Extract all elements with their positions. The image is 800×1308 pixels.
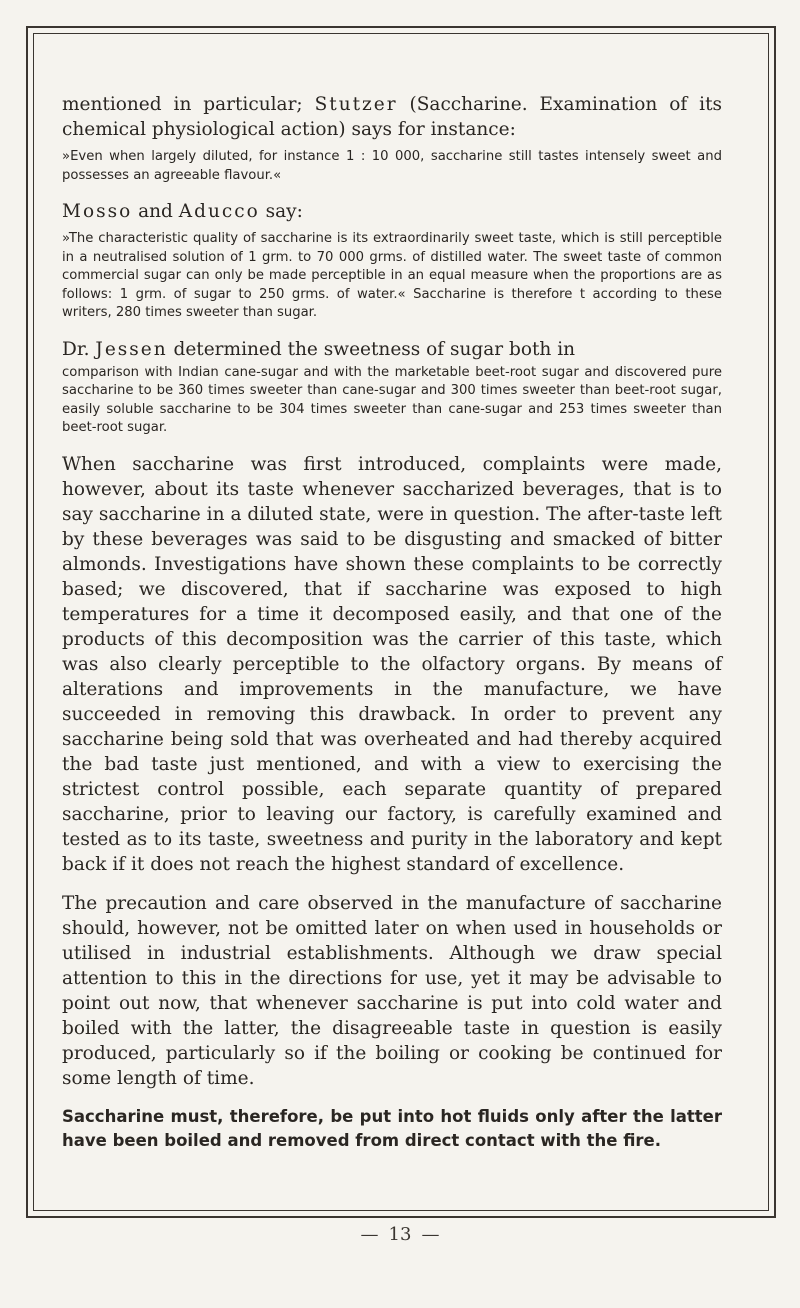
page-number: 13 (388, 1224, 412, 1245)
quote-mosso-aducco: »The characteristic quality of saccharine is its extraordinarily sweet taste, which is still perceptible in a neutralised solution of 1 grm. to 70 000 grms. of distilled water. The sweet taste of common commercial sugar can only be made perceptible in an equal measure when the proportions are as follows: 1 grm. of sugar to 250 grms. of water.« Saccharine is therefore t according to these writers, 280 times sweeter than sugar. (62, 231, 722, 320)
paragraph-complaints: When saccharine was first introduced, complaints were made, however, about its taste whenever saccharized beverages, that is to say saccharine in a diluted state, were in question. The after-taste left by these beverages was said to be disgusting and smacked of bitter almonds. Investigations have shown these complaints to be correctly based; we discovered, that if saccharine was exposed to high temperatures for a time it decomposed easily, and that one of the products of this decomposition was the carrier of this taste, which was also clearly perceptible to the olfactory organs. By means of alterations and improvements in the manufacture, we have succeeded in removing this drawback. In order to prevent any saccharine being sold that was overheated and had thereby acquired the bad taste just mentioned, and with a view to exercising the strictest control possible, each separate quantity of prepared saccharine, prior to leaving our factory, is carefully examined and tested as to its taste, sweetness and purity in the laboratory and kept back if it does not reach the highest standard of excellence. (62, 453, 722, 875)
paragraph-warning: Saccharine must, therefore, be put into hot fluids only after the latter have been boiled and removed from direct contact with the fire. (62, 1106, 722, 1150)
text-jessen-lead: determined the sweetness of sugar both in (167, 338, 576, 360)
page-footer (0, 1224, 800, 1245)
text-stutzer-intro-b: (Saccharine. Examination of its chemical physiological action) says for instance: (62, 94, 722, 140)
quote-stutzer: »Even when largely diluted, for instance 1 : 10 000, saccharine still tastes intensely sweet and possesses an agreeable flavour.« (62, 149, 722, 183)
paragraph-precaution: The precaution and care observed in the manufacture of saccharine should, however, not be omitted later on when used in households or utilised in industrial establishments. Although we draw special attention to this in the directions for use, yet it may be advisable to point out now, that whenever saccharine is put into cold water and boiled with the latter, the disagreeable taste in question is easily produced, particularly so if the boiling or cooking be continued for some length of time. (62, 892, 722, 1089)
author-mosso: Mosso (62, 201, 133, 222)
author-jessen: Jessen (95, 338, 168, 360)
document-body (62, 92, 722, 1153)
text-stutzer-intro-a: mentioned in particular; (62, 94, 315, 115)
text-mosso-and: and (132, 201, 179, 222)
paragraph-stutzer-intro (62, 92, 722, 142)
paragraph-mosso-aducco (62, 199, 722, 224)
footer-dash-right: — (421, 1224, 440, 1245)
text-mosso-say: say: (259, 201, 303, 222)
text-jessen-title: Dr. (62, 338, 96, 360)
author-stutzer: Stutzer (314, 94, 398, 115)
author-aducco: Aducco (178, 201, 260, 222)
footer-dash-left: — (360, 1224, 379, 1245)
paragraph-jessen-lead (62, 337, 722, 362)
paragraph-jessen-rest: comparison with Indian cane-sugar and with the marketable beet-root sugar and discovered pure saccharine to be 360 times sweeter than cane-sugar and 300 times sweeter than beet-root sugar, easily soluble saccharine to be 304 times sweeter than cane-sugar and 253 times sweeter than beet-root sugar. (62, 364, 722, 435)
